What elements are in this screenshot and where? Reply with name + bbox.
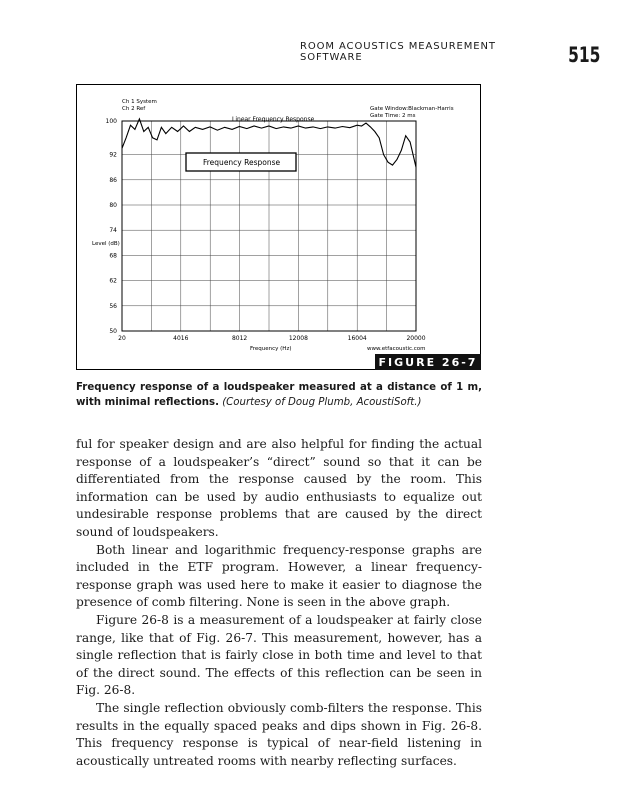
paragraph-2: Both linear and logarithmic frequency-response graphs are included in the ETF program. However, a linear frequency-response graph was used here to make it easier to diagnose the presence of comb filtering. None is seen in the above graph. bbox=[76, 542, 482, 610]
page-number: 515 bbox=[567, 43, 600, 67]
figure-caption bbox=[76, 380, 482, 410]
y-tick-label: 56 bbox=[109, 302, 117, 310]
legend-label: Frequency Response bbox=[203, 158, 281, 167]
x-tick-label: 20000 bbox=[406, 335, 426, 342]
x-tick-label: 4016 bbox=[173, 335, 189, 342]
running-head bbox=[300, 42, 600, 66]
y-axis-label: Level (dB) bbox=[92, 241, 120, 247]
caption-credit: (Courtesy of Doug Plumb, AcoustiSoft.) bbox=[222, 397, 422, 408]
y-tick-label: 92 bbox=[109, 151, 117, 159]
body-text bbox=[76, 436, 482, 770]
gate-window-label: Gate Window:Blackman-Harris bbox=[370, 106, 454, 112]
gate-time-label: Gate Time: 2 ms bbox=[370, 113, 416, 119]
x-tick-label: 16004 bbox=[347, 335, 367, 342]
chart-title: Linear Frequency Response bbox=[232, 116, 315, 123]
paragraph-1: ful for speaker design and are also helpful for finding the actual response of a loudspeaker’s “direct” sound so that it can be differentiated from the response caused by the room. This information can be used by audio enthusiasts to equalize out undesirable response problems that are caused by the direct sound of loudspeakers. bbox=[76, 437, 482, 539]
x-axis-label: Frequency (Hz) bbox=[250, 346, 292, 352]
y-tick-labels bbox=[106, 118, 118, 335]
running-head-title: ROOM ACOUSTICS MEASUREMENT SOFTWARE bbox=[300, 41, 496, 63]
y-tick-label: 80 bbox=[109, 202, 117, 209]
x-tick-label: 20 bbox=[118, 335, 126, 342]
y-tick-label: 100 bbox=[105, 118, 117, 125]
paragraph-4: The single reflection obviously comb-filters the response. This results in the equally spaced peaks and dips shown in Fig. 26-8. This frequency response is typical of near-field listening in acoustically untreated rooms with nearby reflecting surfaces. bbox=[76, 700, 482, 768]
x-tick-label: 12008 bbox=[288, 335, 308, 342]
y-tick-label: 50 bbox=[109, 328, 117, 335]
paragraph-3: Figure 26-8 is a measurement of a loudspeaker at fairly close range, like that of Fig. 26-7. This measurement, however, has a single reflection that is fairly close in both time and level to that of the direct sound. The effects of this reflection can be seen in Fig. 26-8. bbox=[76, 612, 482, 698]
y-tick-label: 68 bbox=[109, 252, 117, 260]
y-tick-label: 74 bbox=[109, 227, 117, 235]
channel-2-label: Ch 2 Ref bbox=[122, 106, 146, 112]
frequency-response-chart bbox=[76, 84, 481, 370]
caption-text: Frequency response of a loudspeaker measured at a distance of 1 m, with minimal reflections. bbox=[76, 382, 482, 408]
x-tick-label: 8012 bbox=[231, 335, 248, 342]
y-tick-label: 62 bbox=[109, 277, 117, 285]
website-label: www.etfacoustic.com bbox=[367, 346, 426, 352]
figure-label: FIGURE 26-7 bbox=[375, 354, 481, 370]
x-tick-labels bbox=[118, 335, 426, 342]
channel-1-label: Ch 1 System bbox=[122, 99, 157, 105]
y-tick-label: 86 bbox=[109, 176, 117, 184]
